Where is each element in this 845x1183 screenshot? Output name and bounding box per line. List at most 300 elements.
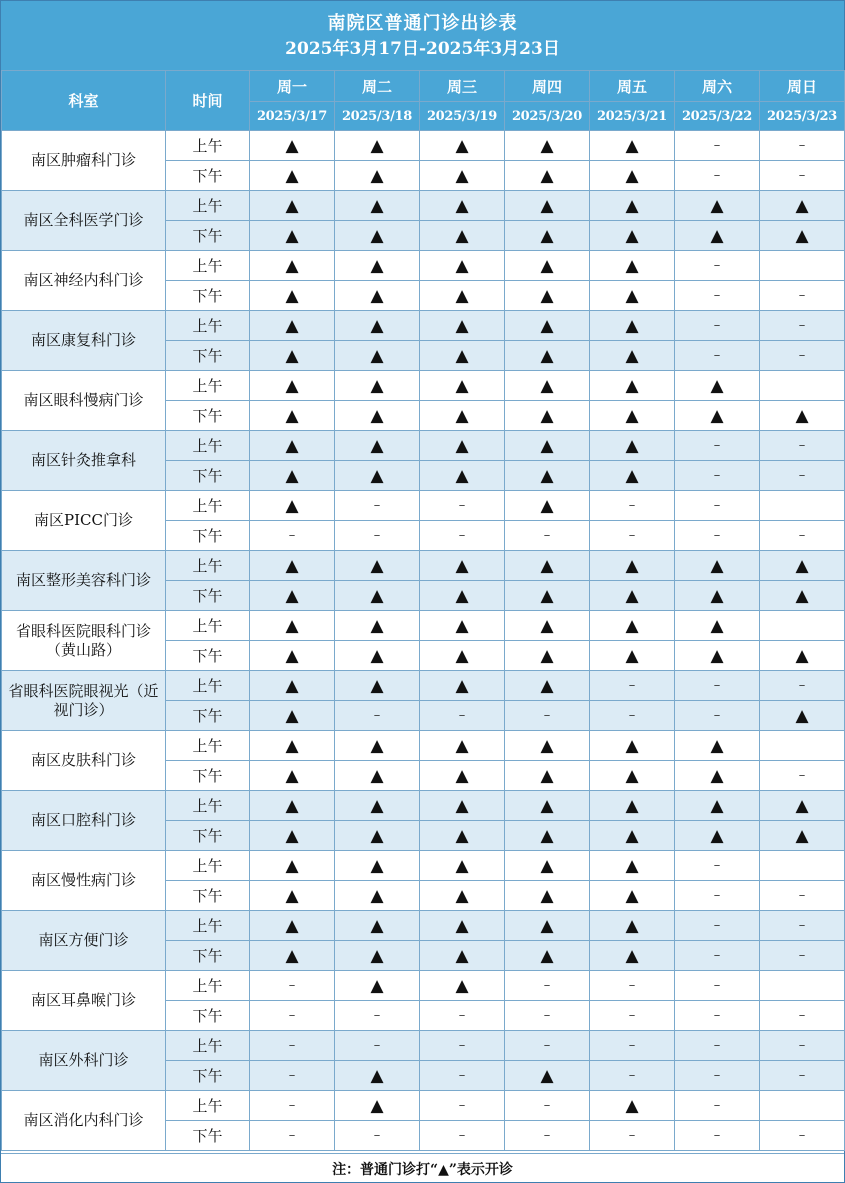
time-slot: 下午 [166, 521, 250, 551]
open-marker: ▲ [420, 281, 505, 311]
open-marker: ▲ [420, 131, 505, 161]
time-slot: 上午 [166, 431, 250, 461]
open-marker: ▲ [505, 821, 590, 851]
open-marker: ▲ [250, 341, 335, 371]
time-slot: 上午 [166, 251, 250, 281]
time-slot: 下午 [166, 281, 250, 311]
open-marker: ▲ [250, 761, 335, 791]
schedule-cell: – [675, 311, 760, 341]
schedule-cell: – [675, 701, 760, 731]
open-marker: ▲ [675, 371, 760, 401]
schedule-cell: – [590, 1121, 675, 1151]
open-marker: ▲ [590, 461, 675, 491]
table-row [2, 191, 845, 221]
open-marker: ▲ [590, 911, 675, 941]
time-slot: 上午 [166, 131, 250, 161]
open-marker: ▲ [505, 461, 590, 491]
header-day: 周二 [335, 71, 420, 102]
schedule-cell: – [250, 521, 335, 551]
time-slot: 上午 [166, 371, 250, 401]
dept-name: 省眼科医院眼科门诊（黄山路） [2, 611, 166, 671]
open-marker: ▲ [420, 881, 505, 911]
open-marker: ▲ [590, 581, 675, 611]
header-day: 周六 [675, 71, 760, 102]
open-marker: ▲ [420, 611, 505, 641]
schedule-cell: – [250, 971, 335, 1001]
time-slot: 下午 [166, 1121, 250, 1151]
schedule-cell: – [675, 281, 760, 311]
open-marker: ▲ [505, 911, 590, 941]
table-row [2, 491, 845, 521]
time-slot: 下午 [166, 1061, 250, 1091]
schedule-cell: – [250, 1091, 335, 1121]
schedule-cell: – [335, 1001, 420, 1031]
open-marker: ▲ [335, 281, 420, 311]
schedule-cell: – [760, 1121, 845, 1151]
open-marker: ▲ [760, 191, 845, 221]
open-marker: ▲ [590, 131, 675, 161]
open-marker: ▲ [420, 851, 505, 881]
schedule-cell: – [760, 341, 845, 371]
open-marker: ▲ [675, 731, 760, 761]
open-marker: ▲ [250, 161, 335, 191]
schedule-cell: – [420, 1001, 505, 1031]
time-slot: 下午 [166, 461, 250, 491]
schedule-cell [760, 851, 845, 881]
open-marker: ▲ [505, 641, 590, 671]
open-marker: ▲ [420, 341, 505, 371]
time-slot: 下午 [166, 581, 250, 611]
schedule-cell: – [675, 491, 760, 521]
title-banner [1, 1, 844, 70]
schedule-cell: – [420, 521, 505, 551]
open-marker: ▲ [250, 491, 335, 521]
open-marker: ▲ [505, 281, 590, 311]
time-slot: 下午 [166, 341, 250, 371]
open-marker: ▲ [505, 941, 590, 971]
open-marker: ▲ [250, 371, 335, 401]
time-slot: 下午 [166, 941, 250, 971]
header-date: 2025/3/19 [420, 102, 505, 131]
open-marker: ▲ [675, 221, 760, 251]
time-slot: 上午 [166, 191, 250, 221]
open-marker: ▲ [250, 221, 335, 251]
open-marker: ▲ [335, 971, 420, 1001]
open-marker: ▲ [250, 701, 335, 731]
open-marker: ▲ [250, 251, 335, 281]
time-slot: 上午 [166, 731, 250, 761]
open-marker: ▲ [335, 611, 420, 641]
open-marker: ▲ [505, 881, 590, 911]
schedule-cell: – [760, 1031, 845, 1061]
open-marker: ▲ [505, 611, 590, 641]
schedule-cell: – [420, 491, 505, 521]
header-day: 周三 [420, 71, 505, 102]
open-marker: ▲ [505, 311, 590, 341]
open-marker: ▲ [590, 791, 675, 821]
table-row [2, 731, 845, 761]
schedule-table [1, 70, 845, 1151]
schedule-cell: – [760, 521, 845, 551]
dept-name: 省眼科医院眼视光（近视门诊） [2, 671, 166, 731]
open-marker: ▲ [250, 671, 335, 701]
open-marker: ▲ [590, 731, 675, 761]
open-marker: ▲ [505, 761, 590, 791]
time-slot: 下午 [166, 161, 250, 191]
open-marker: ▲ [590, 761, 675, 791]
open-marker: ▲ [335, 851, 420, 881]
open-marker: ▲ [760, 701, 845, 731]
schedule-cell: – [335, 521, 420, 551]
dept-name: 南区全科医学门诊 [2, 191, 166, 251]
open-marker: ▲ [675, 611, 760, 641]
open-marker: ▲ [335, 641, 420, 671]
header-day: 周一 [250, 71, 335, 102]
date-range: 2025年3月17日-2025年3月23日 [285, 38, 560, 59]
table-row [2, 851, 845, 881]
open-marker: ▲ [420, 461, 505, 491]
schedule-cell [760, 611, 845, 641]
open-marker: ▲ [420, 161, 505, 191]
open-marker: ▲ [505, 731, 590, 761]
schedule-cell: – [505, 971, 590, 1001]
open-marker: ▲ [250, 311, 335, 341]
schedule-cell [760, 971, 845, 1001]
schedule-cell [760, 731, 845, 761]
schedule-cell: – [590, 491, 675, 521]
open-marker: ▲ [505, 371, 590, 401]
table-row [2, 251, 845, 281]
open-marker: ▲ [250, 281, 335, 311]
open-marker: ▲ [505, 491, 590, 521]
open-marker: ▲ [760, 821, 845, 851]
schedule-cell: – [760, 431, 845, 461]
header-day: 周五 [590, 71, 675, 102]
schedule-cell: – [760, 311, 845, 341]
open-marker: ▲ [335, 311, 420, 341]
time-slot: 下午 [166, 821, 250, 851]
open-marker: ▲ [335, 461, 420, 491]
open-marker: ▲ [420, 581, 505, 611]
schedule-cell: – [675, 881, 760, 911]
schedule-cell: – [760, 941, 845, 971]
open-marker: ▲ [420, 371, 505, 401]
open-marker: ▲ [675, 821, 760, 851]
schedule-cell: – [675, 1121, 760, 1151]
schedule-cell: – [590, 1001, 675, 1031]
open-marker: ▲ [420, 191, 505, 221]
time-slot: 下午 [166, 1001, 250, 1031]
open-marker: ▲ [250, 191, 335, 221]
open-marker: ▲ [590, 851, 675, 881]
dept-name: 南区皮肤科门诊 [2, 731, 166, 791]
open-marker: ▲ [335, 1091, 420, 1121]
schedule-cell: – [675, 161, 760, 191]
schedule-cell: – [675, 431, 760, 461]
table-row [2, 791, 845, 821]
open-marker: ▲ [590, 371, 675, 401]
open-marker: ▲ [335, 251, 420, 281]
open-marker: ▲ [335, 941, 420, 971]
header-date: 2025/3/21 [590, 102, 675, 131]
open-marker: ▲ [505, 251, 590, 281]
open-marker: ▲ [505, 161, 590, 191]
table-row [2, 671, 845, 701]
open-marker: ▲ [250, 941, 335, 971]
open-marker: ▲ [335, 731, 420, 761]
schedule-cell: – [675, 131, 760, 161]
schedule-cell: – [420, 1061, 505, 1091]
schedule-cell: – [250, 1061, 335, 1091]
dept-name: 南区方便门诊 [2, 911, 166, 971]
open-marker: ▲ [590, 821, 675, 851]
time-slot: 上午 [166, 971, 250, 1001]
open-marker: ▲ [760, 641, 845, 671]
open-marker: ▲ [335, 341, 420, 371]
open-marker: ▲ [335, 161, 420, 191]
schedule-cell: – [675, 1061, 760, 1091]
open-marker: ▲ [505, 791, 590, 821]
time-slot: 上午 [166, 1031, 250, 1061]
open-marker: ▲ [420, 401, 505, 431]
open-marker: ▲ [590, 251, 675, 281]
dept-name: 南区口腔科门诊 [2, 791, 166, 851]
dept-name: 南区康复科门诊 [2, 311, 166, 371]
open-marker: ▲ [250, 851, 335, 881]
open-marker: ▲ [590, 881, 675, 911]
open-marker: ▲ [250, 911, 335, 941]
open-marker: ▲ [335, 761, 420, 791]
open-marker: ▲ [590, 641, 675, 671]
time-slot: 上午 [166, 1091, 250, 1121]
schedule-cell [760, 251, 845, 281]
open-marker: ▲ [590, 611, 675, 641]
dept-name: 南区慢性病门诊 [2, 851, 166, 911]
time-slot: 上午 [166, 551, 250, 581]
open-marker: ▲ [675, 191, 760, 221]
open-marker: ▲ [335, 791, 420, 821]
open-marker: ▲ [505, 671, 590, 701]
open-marker: ▲ [250, 641, 335, 671]
schedule-cell: – [590, 971, 675, 1001]
schedule-cell: – [675, 251, 760, 281]
schedule-cell: – [760, 281, 845, 311]
schedule-cell: – [675, 341, 760, 371]
dept-name: 南区眼科慢病门诊 [2, 371, 166, 431]
open-marker: ▲ [250, 131, 335, 161]
open-marker: ▲ [250, 431, 335, 461]
schedule-cell: – [675, 521, 760, 551]
schedule-cell: – [675, 1091, 760, 1121]
open-marker: ▲ [505, 221, 590, 251]
table-row [2, 131, 845, 161]
schedule-cell: – [675, 941, 760, 971]
header-date: 2025/3/20 [505, 102, 590, 131]
open-marker: ▲ [590, 281, 675, 311]
schedule-cell: – [420, 701, 505, 731]
open-marker: ▲ [335, 671, 420, 701]
schedule-cell: – [505, 1091, 590, 1121]
table-row [2, 1091, 845, 1121]
open-marker: ▲ [420, 221, 505, 251]
schedule-cell: – [590, 1031, 675, 1061]
schedule-cell: – [335, 701, 420, 731]
open-marker: ▲ [590, 311, 675, 341]
open-marker: ▲ [250, 821, 335, 851]
schedule-cell: – [760, 881, 845, 911]
dept-name: 南区耳鼻喉门诊 [2, 971, 166, 1031]
open-marker: ▲ [420, 731, 505, 761]
open-marker: ▲ [420, 761, 505, 791]
schedule-cell: – [505, 701, 590, 731]
open-marker: ▲ [420, 941, 505, 971]
open-marker: ▲ [760, 791, 845, 821]
schedule-cell: – [760, 461, 845, 491]
dept-name: 南区神经内科门诊 [2, 251, 166, 311]
schedule-cell: – [675, 851, 760, 881]
open-marker: ▲ [675, 641, 760, 671]
open-marker: ▲ [505, 341, 590, 371]
header-date: 2025/3/17 [250, 102, 335, 131]
schedule-cell [760, 1091, 845, 1121]
schedule-cell: – [675, 671, 760, 701]
schedule-cell: – [505, 1031, 590, 1061]
open-marker: ▲ [335, 371, 420, 401]
schedule-cell: – [760, 911, 845, 941]
open-marker: ▲ [335, 821, 420, 851]
open-marker: ▲ [335, 1061, 420, 1091]
open-marker: ▲ [420, 821, 505, 851]
open-marker: ▲ [420, 971, 505, 1001]
open-marker: ▲ [335, 881, 420, 911]
time-slot: 下午 [166, 881, 250, 911]
header-time: 时间 [166, 71, 250, 131]
schedule-cell: – [250, 1001, 335, 1031]
open-marker: ▲ [505, 401, 590, 431]
table-row [2, 551, 845, 581]
open-marker: ▲ [250, 881, 335, 911]
schedule-cell: – [335, 1121, 420, 1151]
schedule-cell: – [590, 701, 675, 731]
time-slot: 上午 [166, 311, 250, 341]
time-slot: 上午 [166, 851, 250, 881]
time-slot: 上午 [166, 491, 250, 521]
schedule-cell: – [760, 1061, 845, 1091]
schedule-cell: – [675, 1031, 760, 1061]
time-slot: 下午 [166, 701, 250, 731]
open-marker: ▲ [760, 221, 845, 251]
header-date: 2025/3/22 [675, 102, 760, 131]
open-marker: ▲ [335, 221, 420, 251]
open-marker: ▲ [590, 941, 675, 971]
time-slot: 上午 [166, 671, 250, 701]
open-marker: ▲ [505, 851, 590, 881]
open-marker: ▲ [675, 581, 760, 611]
open-marker: ▲ [590, 341, 675, 371]
table-row [2, 611, 845, 641]
schedule-body [2, 131, 845, 1151]
open-marker: ▲ [335, 551, 420, 581]
open-marker: ▲ [250, 581, 335, 611]
header-dept: 科室 [2, 71, 166, 131]
header-day: 周四 [505, 71, 590, 102]
schedule-cell: – [675, 911, 760, 941]
dept-name: 南区PICC门诊 [2, 491, 166, 551]
schedule-cell: – [760, 1001, 845, 1031]
schedule-cell: – [420, 1121, 505, 1151]
table-row [2, 371, 845, 401]
open-marker: ▲ [505, 551, 590, 581]
table-row [2, 311, 845, 341]
open-marker: ▲ [335, 401, 420, 431]
schedule-cell: – [675, 461, 760, 491]
open-marker: ▲ [590, 1091, 675, 1121]
time-slot: 上午 [166, 791, 250, 821]
open-marker: ▲ [250, 461, 335, 491]
header-date: 2025/3/23 [760, 102, 845, 131]
schedule-cell: – [250, 1031, 335, 1061]
open-marker: ▲ [505, 1061, 590, 1091]
open-marker: ▲ [590, 191, 675, 221]
open-marker: ▲ [335, 131, 420, 161]
schedule-cell: – [505, 521, 590, 551]
open-marker: ▲ [590, 431, 675, 461]
open-marker: ▲ [250, 611, 335, 641]
time-slot: 下午 [166, 761, 250, 791]
open-marker: ▲ [590, 551, 675, 581]
dept-name: 南区外科门诊 [2, 1031, 166, 1091]
footnote: 注：普通门诊打“▲”表示开诊 [1, 1153, 844, 1183]
page-title: 南院区普通门诊出诊表 [327, 12, 518, 34]
schedule-cell [760, 371, 845, 401]
header-day: 周日 [760, 71, 845, 102]
open-marker: ▲ [420, 791, 505, 821]
open-marker: ▲ [335, 581, 420, 611]
schedule-cell: – [675, 1001, 760, 1031]
open-marker: ▲ [250, 731, 335, 761]
schedule-cell: – [760, 161, 845, 191]
schedule-cell: – [335, 1031, 420, 1061]
open-marker: ▲ [250, 551, 335, 581]
time-slot: 上午 [166, 611, 250, 641]
schedule-cell: – [590, 671, 675, 701]
dept-name: 南区消化内科门诊 [2, 1091, 166, 1151]
schedule-cell: – [760, 131, 845, 161]
dept-name: 南区肿瘤科门诊 [2, 131, 166, 191]
open-marker: ▲ [250, 791, 335, 821]
schedule-cell: – [760, 761, 845, 791]
open-marker: ▲ [420, 431, 505, 461]
schedule-cell: – [250, 1121, 335, 1151]
schedule-cell: – [335, 491, 420, 521]
table-row [2, 971, 845, 1001]
dept-name: 南区针灸推拿科 [2, 431, 166, 491]
table-row [2, 431, 845, 461]
schedule-cell: – [590, 1061, 675, 1091]
time-slot: 下午 [166, 401, 250, 431]
dept-name: 南区整形美容科门诊 [2, 551, 166, 611]
header-date: 2025/3/18 [335, 102, 420, 131]
schedule-cell [760, 491, 845, 521]
open-marker: ▲ [335, 911, 420, 941]
open-marker: ▲ [250, 401, 335, 431]
schedule-cell: – [505, 1121, 590, 1151]
open-marker: ▲ [675, 761, 760, 791]
open-marker: ▲ [675, 401, 760, 431]
open-marker: ▲ [760, 581, 845, 611]
open-marker: ▲ [420, 311, 505, 341]
table-row [2, 911, 845, 941]
